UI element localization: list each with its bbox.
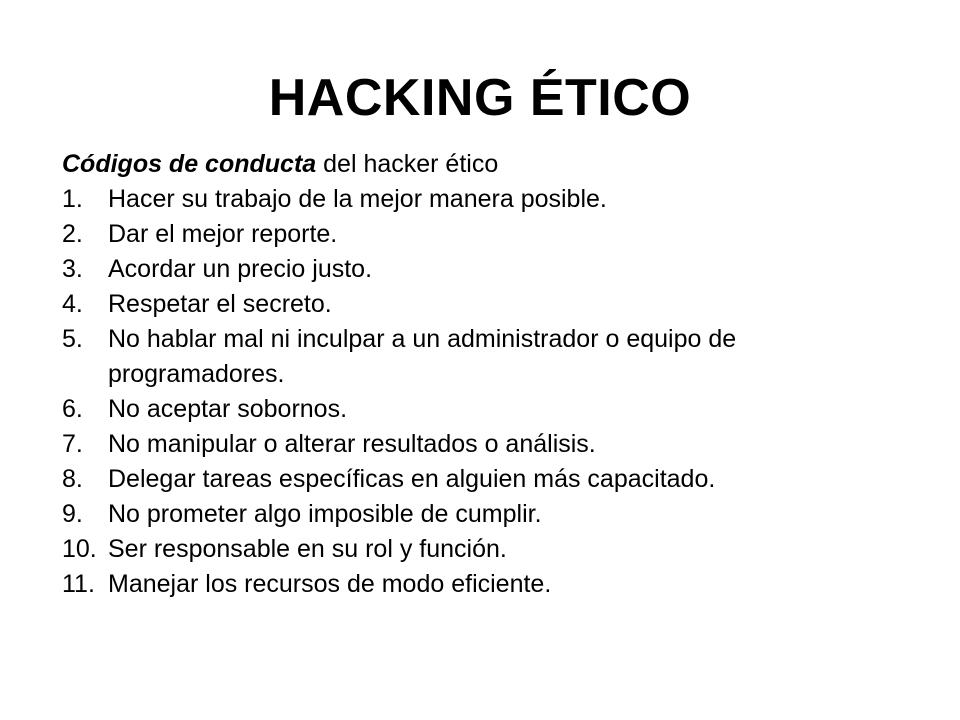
list-item — [62, 462, 902, 497]
item-number: 6. — [62, 395, 83, 423]
item-number: 10. — [62, 535, 97, 563]
item-number: 4. — [62, 290, 83, 318]
item-number: 7. — [62, 430, 83, 458]
list-item — [62, 567, 902, 602]
item-number: 1. — [62, 185, 83, 213]
item-number: 5. — [62, 325, 83, 353]
list-item — [62, 497, 902, 532]
conduct-list — [62, 182, 902, 602]
item-number: 11. — [62, 570, 95, 598]
item-text: Dar el mejor reporte. — [108, 220, 338, 248]
list-item — [62, 322, 902, 392]
item-text: Acordar un precio justo. — [108, 255, 373, 283]
item-number: 2. — [62, 220, 83, 248]
item-number: 9. — [62, 500, 83, 528]
intro-rest: del hacker ético — [316, 150, 499, 178]
slide-body — [62, 147, 902, 602]
item-number: 3. — [62, 255, 83, 283]
item-text: Hacer su trabajo de la mejor manera posible. — [108, 185, 607, 213]
item-text: Ser responsable en su rol y función. — [108, 535, 507, 563]
list-item — [62, 532, 902, 567]
item-text: No aceptar sobornos. — [108, 395, 348, 423]
intro-emphasis: Códigos de conducta — [62, 150, 317, 178]
slide-title: HACKING ÉTICO — [268, 69, 692, 127]
item-text: Manejar los recursos de modo eficiente. — [108, 570, 552, 598]
list-item — [62, 217, 902, 252]
intro-line — [62, 147, 902, 182]
list-item — [62, 427, 902, 462]
item-text: No prometer algo imposible de cumplir. — [108, 500, 542, 528]
item-text: No hablar mal ni inculpar a un administrador o equipo de programadores. — [108, 325, 737, 388]
list-item — [62, 392, 902, 427]
list-item — [62, 252, 902, 287]
item-text: No manipular o alterar resultados o análisis. — [108, 430, 596, 458]
list-item — [62, 287, 902, 322]
item-number: 8. — [62, 465, 83, 493]
item-text: Delegar tareas específicas en alguien más capacitado. — [108, 465, 716, 493]
item-text: Respetar el secreto. — [108, 290, 332, 318]
list-item — [62, 182, 902, 217]
